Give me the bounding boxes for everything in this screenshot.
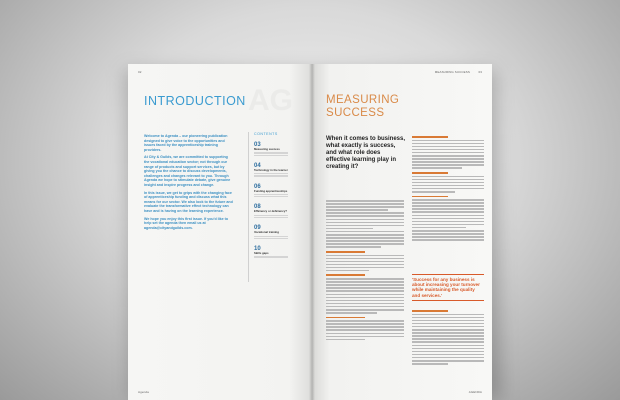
spine-gutter <box>309 64 315 400</box>
intro-paragraph: Welcome to Agenda – our pioneering publication designed to give voice to the opportunities and issues faced by the apprenticeship training providers. <box>144 134 228 152</box>
right-footer: AGENDA <box>468 390 482 394</box>
intro-paragraph: At City & Guilds, we are committed to supporting the vocational education sector; not through our range of products and support services, but by giving you the chance to discuss developments, challenges and changes relevant to you. Through Agenda we hope to stimulate debate, give genuine insight and inspire progress and change. <box>144 155 231 187</box>
article-title <box>326 94 399 120</box>
toc-description <box>254 238 288 239</box>
intro-paragraph: In this issue, we get to grips with the changing face of apprenticeship funding and discuss what this means for our sector. We also look to the future and evaluate the transformative effect technology can have and is having on the learning experience. <box>144 190 233 213</box>
toc-item[interactable] <box>254 204 304 218</box>
toc-title: Technology in the learner <box>254 167 288 172</box>
toc-title: Funding apprenticeships <box>254 188 288 193</box>
body-column-left <box>326 200 404 342</box>
toc-description <box>254 196 288 197</box>
article-title-line: MEASURING <box>326 94 400 106</box>
body-column-right <box>412 136 484 242</box>
toc-description <box>254 152 288 153</box>
toc-description <box>254 155 288 156</box>
left-footer: Agenda <box>138 390 149 394</box>
intro-paragraph: We hope you enjoy this first issue. If you'd like to help set the agenda then email us at agenda@cityandguilds.com. <box>144 216 229 230</box>
toc-description <box>254 217 288 218</box>
toc-title: Skills gaps <box>254 250 269 255</box>
right-folio: 03 <box>478 70 482 74</box>
toc-description <box>254 194 288 195</box>
toc-number: 10 <box>254 245 261 252</box>
running-header: MEASURING SUCCESS <box>434 70 470 74</box>
toc-title: Efficiency or deficiency? <box>254 209 287 214</box>
right-page <box>312 64 492 400</box>
pull-quote: 'Success for any business is about increasing your turnover while maintaining the quality and services.' <box>412 274 484 301</box>
toc-title: Measuring success <box>254 147 280 151</box>
toc-description <box>254 175 288 176</box>
toc-title: Vocational training <box>254 230 279 235</box>
toc-number: 09 <box>254 225 261 232</box>
toc-item[interactable] <box>254 184 304 198</box>
intro-body <box>144 134 234 233</box>
toc-description <box>254 173 288 174</box>
contents-label: CONTENTS <box>254 132 278 136</box>
toc-description <box>254 236 288 237</box>
page-title: INTRODUCTION <box>144 94 246 108</box>
toc-item[interactable] <box>254 246 304 258</box>
toc-item[interactable] <box>254 163 304 177</box>
toc-item[interactable] <box>254 225 304 239</box>
left-folio: 02 <box>138 70 142 74</box>
body-column-right-lower <box>412 310 484 366</box>
toc-number: 06 <box>254 183 261 190</box>
toc-description <box>254 256 288 257</box>
standfirst: When it comes to business, what exactly is success, and what role does effective learning play in creating it? <box>326 136 406 170</box>
contents-column <box>248 132 304 282</box>
toc-number: 03 <box>254 142 261 148</box>
toc-description <box>254 215 288 216</box>
ghost-letters: AG <box>248 84 293 117</box>
toc-number: 08 <box>254 204 261 211</box>
article-title-line: SUCCESS <box>326 107 385 119</box>
left-page <box>128 64 312 400</box>
toc-number: 04 <box>254 162 261 169</box>
toc-item[interactable] <box>254 142 304 156</box>
